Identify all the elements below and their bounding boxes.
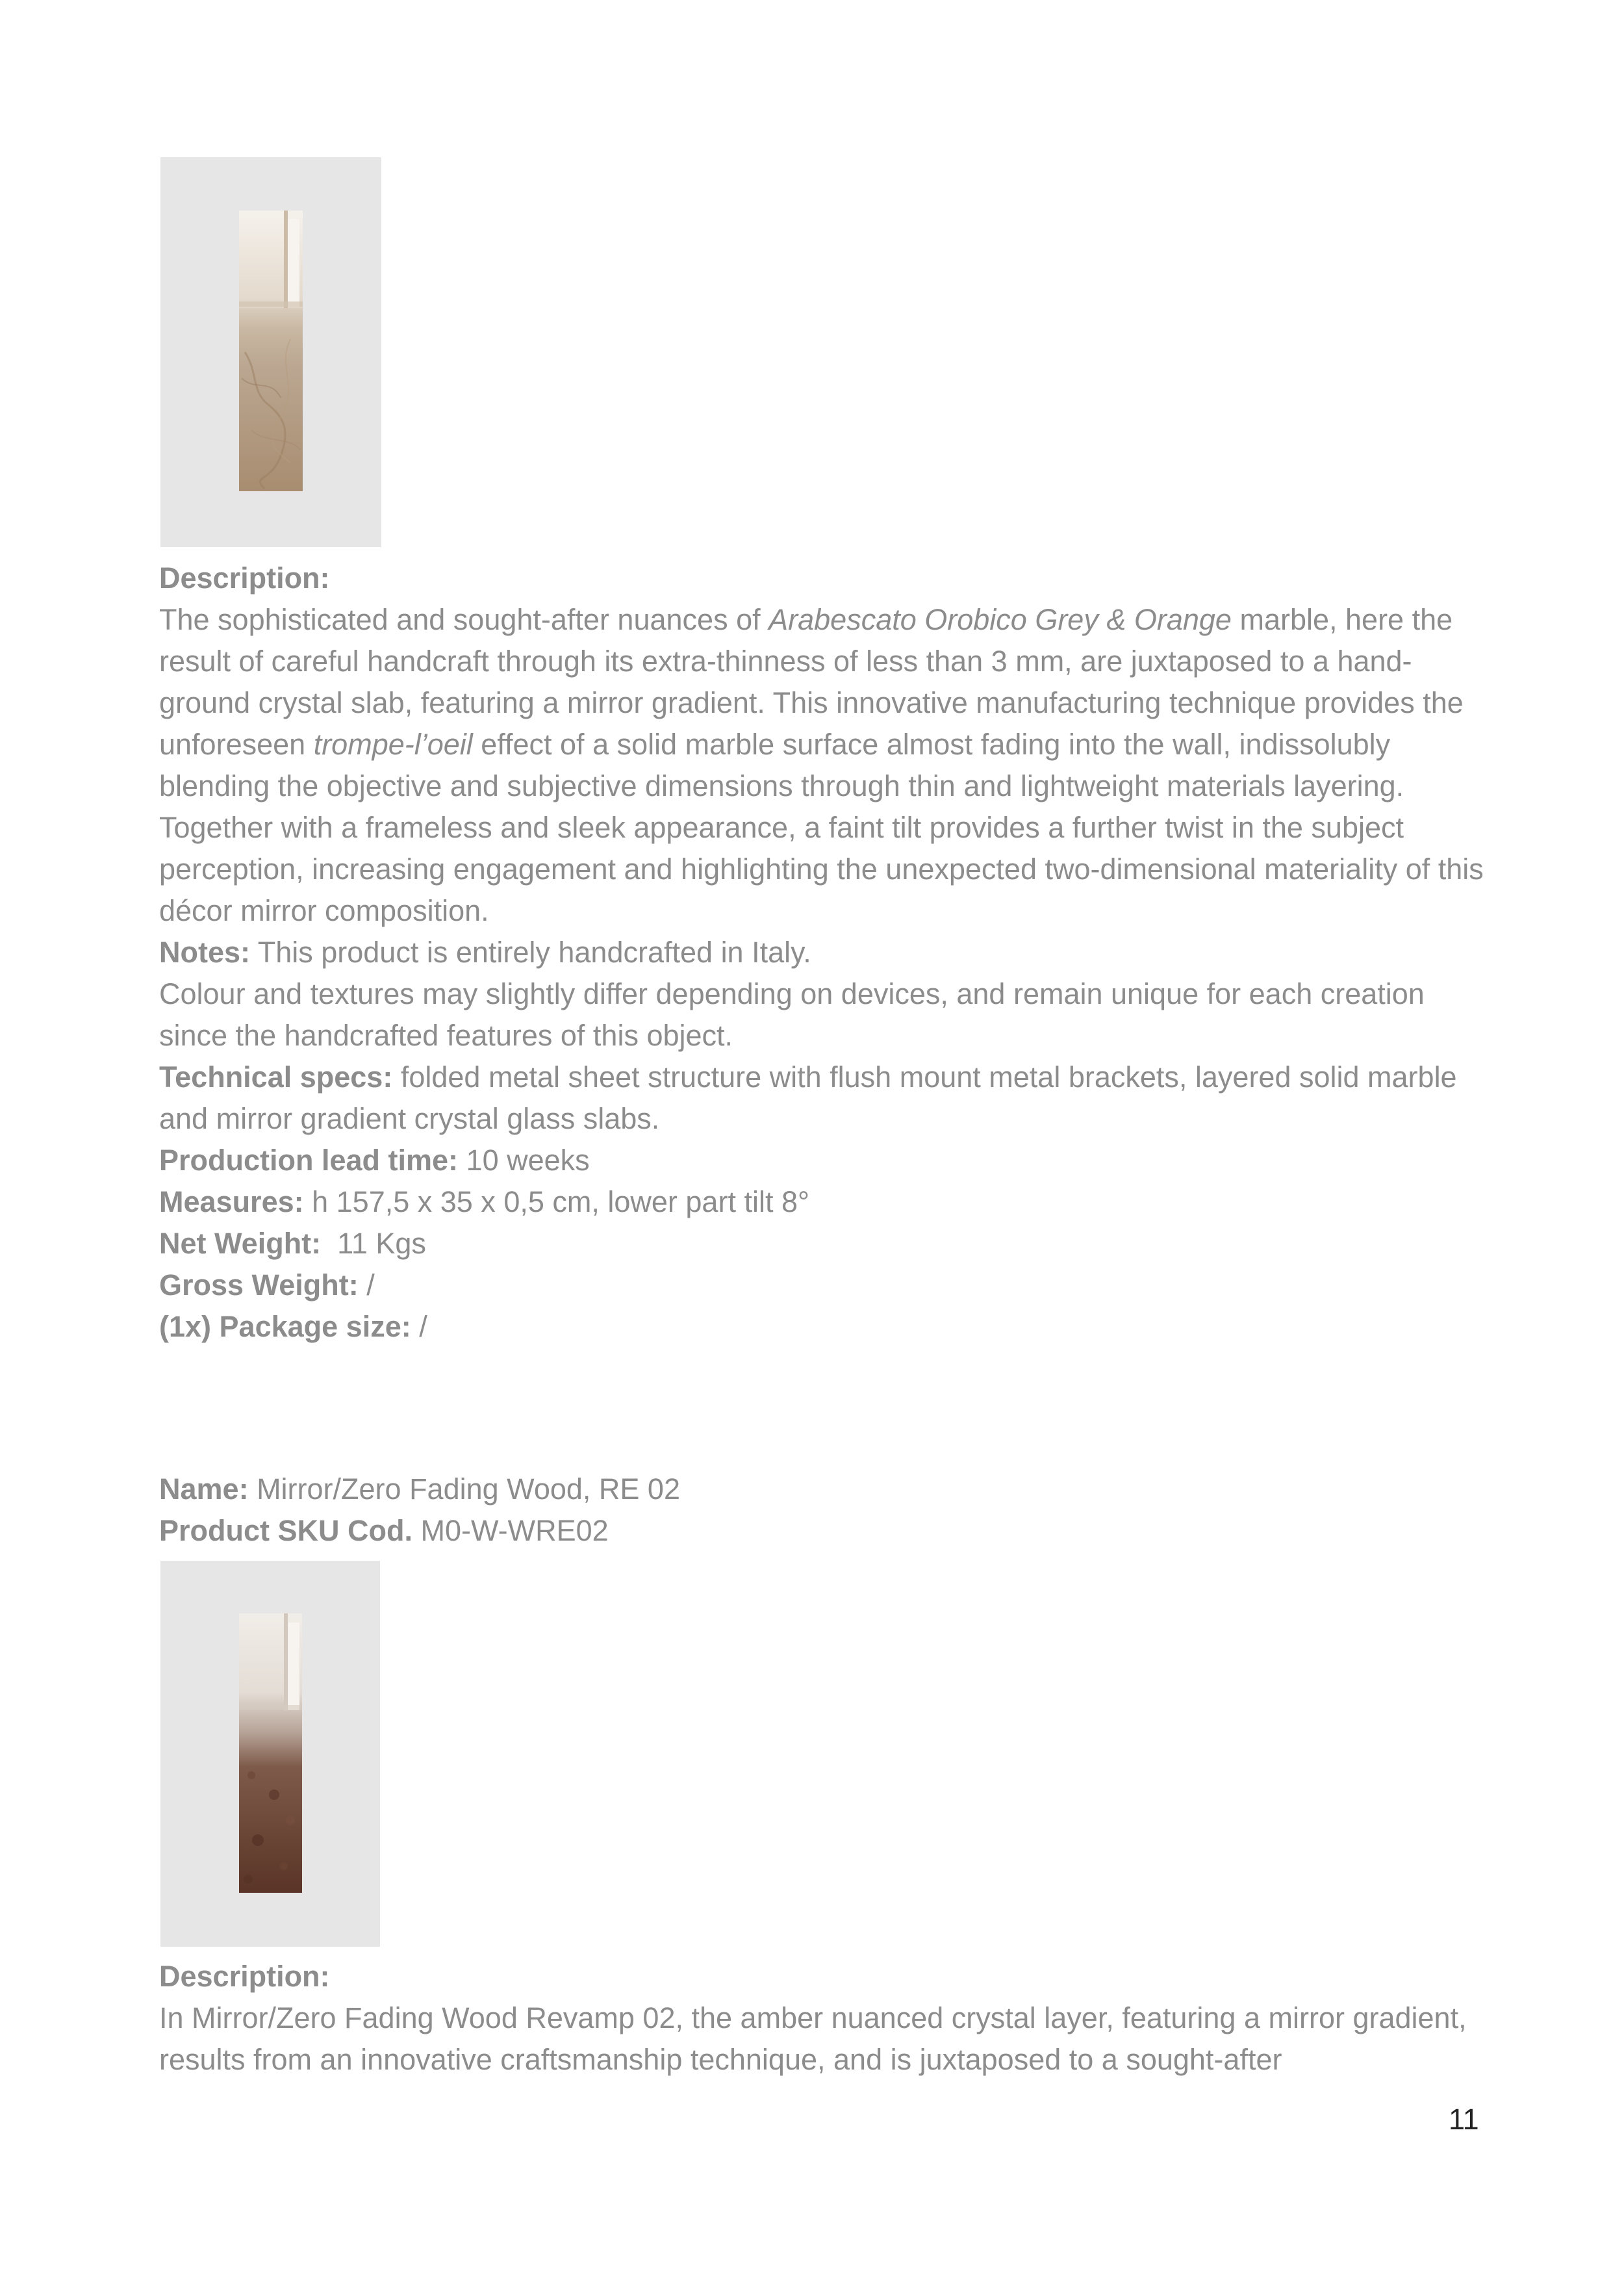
notes-line <box>159 932 1484 973</box>
lead-time-label: Production lead time: <box>159 1144 459 1177</box>
technical-specs-value: folded metal sheet structure with flush mount metal brackets, layered solid marble and mirror gradient crystal glass slabs. <box>159 1060 1457 1135</box>
product-name-value: Mirror/Zero Fading Wood, RE 02 <box>248 1472 680 1506</box>
product-sku-value: M0-W-WRE02 <box>412 1514 609 1547</box>
product-sku-label: Product SKU Cod. <box>159 1514 412 1547</box>
product-image-wood-mirror <box>160 1561 380 1947</box>
description-paragraph <box>159 599 1484 932</box>
product-1-details <box>159 558 1484 1348</box>
product-name-line <box>159 1468 1484 1510</box>
description-text-part: effect of a solid marble surface almost fading into the wall, indissolubly blending the objective and subjective dimensions through thin and lightweight materials layering. Together with a frameless and sleek appearance, a faint tilt provides a further twist in the subject perception, increasing engagement and highlighting the unexpected two-dimensional materiality of this décor mirror composition. <box>159 728 1484 927</box>
package-size-label: (1x) Package size: <box>159 1310 411 1343</box>
package-size-line <box>159 1306 1484 1348</box>
product-2-header <box>159 1468 1484 1552</box>
description-paragraph: In Mirror/Zero Fading Wood Revamp 02, the amber nuanced crystal layer, featuring a mirror gradient, results from an innovative craftsmanship technique, and is juxtaposed to a sought-after <box>159 2001 1467 2076</box>
product-2-details <box>159 1956 1484 2081</box>
marble-mirror-illustration <box>160 157 381 547</box>
description-heading <box>159 558 1484 599</box>
gross-weight-value: / <box>358 1268 375 1301</box>
notes-label: Notes: <box>159 936 251 969</box>
package-size-value: / <box>411 1310 427 1343</box>
lead-time-line <box>159 1140 1484 1181</box>
description-label: Description: <box>159 1960 330 1993</box>
notes-value: This product is entirely handcrafted in Italy. <box>250 936 811 969</box>
description-text-part: marble, here the result of careful handcraft through its extra-thinness of less than 3 mm, are juxtaposed to a hand-ground crystal slab, featuring a mirror gradient. This innovative manufacturing technique provides the unforeseen <box>159 603 1464 761</box>
gross-weight-line <box>159 1264 1484 1306</box>
net-weight-label: Net Weight: <box>159 1227 322 1260</box>
description-label: Description: <box>159 561 330 595</box>
measures-line <box>159 1181 1484 1223</box>
technical-specs-label: Technical specs: <box>159 1060 393 1094</box>
net-weight-value: 11 Kgs <box>321 1227 426 1260</box>
product-image-marble-mirror <box>160 157 381 547</box>
trompe-loeil-italic: trompe-l’oeil <box>313 728 473 761</box>
product-name-label: Name: <box>159 1472 249 1506</box>
description-heading <box>159 1956 1484 1997</box>
marble-name-italic: Arabescato Orobico Grey & Orange <box>768 603 1232 636</box>
measures-label: Measures: <box>159 1185 304 1218</box>
description-text-part: The sophisticated and sought-after nuances of <box>159 603 769 636</box>
wood-mirror-illustration <box>160 1561 380 1947</box>
technical-specs-line <box>159 1057 1484 1140</box>
measures-value: h 157,5 x 35 x 0,5 cm, lower part tilt 8° <box>303 1185 809 1218</box>
product-sku-line <box>159 1510 1484 1552</box>
page-number: 11 <box>1449 2103 1479 2136</box>
net-weight-line <box>159 1223 1484 1264</box>
colour-note: Colour and textures may slightly differ depending on devices, and remain unique for each creation since the handcrafted features of this object. <box>159 977 1425 1052</box>
lead-time-value: 10 weeks <box>458 1144 590 1177</box>
gross-weight-label: Gross Weight: <box>159 1268 359 1301</box>
